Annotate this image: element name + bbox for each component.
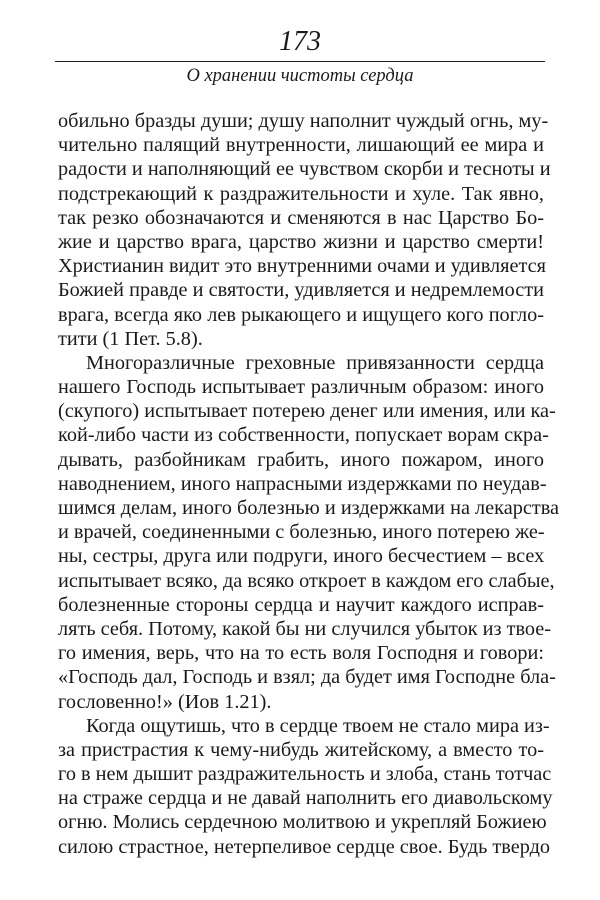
text-line: на страже сердца и не давай наполнить его диавольскому (58, 787, 553, 810)
paragraph (58, 109, 551, 351)
text-line: Многоразличные греховные привязанности сердца (86, 351, 544, 374)
text-line: ны, сестры, друга или подруги, иного бесчестием – всех (58, 545, 545, 568)
text-line: Христианин видит это внутренними очами и удивляется (58, 255, 546, 278)
text-line: (скупого) испытывает потерею денег или имения, или ка- (58, 400, 556, 423)
text-line: огню. Молись сердечною молитвою и укрепляй Божиею (58, 811, 547, 834)
header-rule (55, 61, 545, 62)
text-line: го имения, верь, что на то есть воля Господня и говори: (58, 642, 544, 665)
text-line: врага, всегда яко лев рыкающего и ищущего кого погло- (58, 303, 544, 326)
text-line: тити (1 Пет. 5.8). (58, 327, 203, 350)
text-line: болезненные стороны сердца и научит каждого исправ- (58, 593, 544, 616)
text-line: чительно палящий внутренности, лишающий ее мира и (58, 134, 544, 157)
text-line: и врачей, соединенными с болезнью, иного потерею же- (58, 521, 545, 544)
text-line: Когда ощутишь, что в сердце твоем не стало мира из- (86, 714, 550, 737)
text-line: кой-либо части из собственности, попускает ворам скра- (58, 424, 549, 447)
text-line: испытывает всяко, да всяко откроет в каждом его слабые, (58, 569, 555, 592)
page-number: 173 (279, 26, 321, 57)
paragraph (58, 351, 560, 714)
running-title: О хранении чистоты сердца (186, 66, 414, 86)
text-line: за пристрастия к чему-нибудь житейскому, а вместо то- (58, 738, 544, 761)
text-line: «Господь дал, Господь и взял; да будет имя Господне бла- (58, 666, 556, 689)
text-line: нашего Господь испытывает различным образом: иного (58, 376, 544, 399)
text-line: так резко обозначаются и сменяются в нас Царство Бо- (58, 206, 544, 229)
paragraph (58, 714, 553, 859)
text-line: силою страстное, нетерпеливое сердце свое. Будь твердо (58, 835, 551, 858)
body-text (58, 109, 560, 859)
text-line: обильно бразды души; душу наполнит чуждый огнь, му- (58, 110, 549, 132)
text-line: шимся делам, иного болезнью и издержками на лекарства (58, 497, 560, 519)
text-line: радости и наполняющий ее чувством скорби и тесноты и (58, 158, 551, 181)
text-line: го в нем дышит раздражительность и злоба, стань тотчас (58, 763, 552, 786)
text-line: наводнением, иного напрасными издержками по неудав- (58, 472, 547, 495)
page-header (55, 26, 545, 88)
text-line: Божией правде и святости, удивляется и недремлемости (58, 279, 544, 302)
text-line: подстрекающий к раздражительности и хуле. Так явно, (58, 182, 544, 205)
text-line: дывать, разбойникам грабить, иного пожаром, иного (58, 448, 544, 471)
text-line: жие и царство врага, царство жизни и царство смерти! (58, 230, 544, 253)
text-line: гословенно!» (Иов 1.21). (58, 690, 272, 713)
text-line: лять себя. Потому, какой бы ни случился убыток из твое- (58, 617, 552, 640)
